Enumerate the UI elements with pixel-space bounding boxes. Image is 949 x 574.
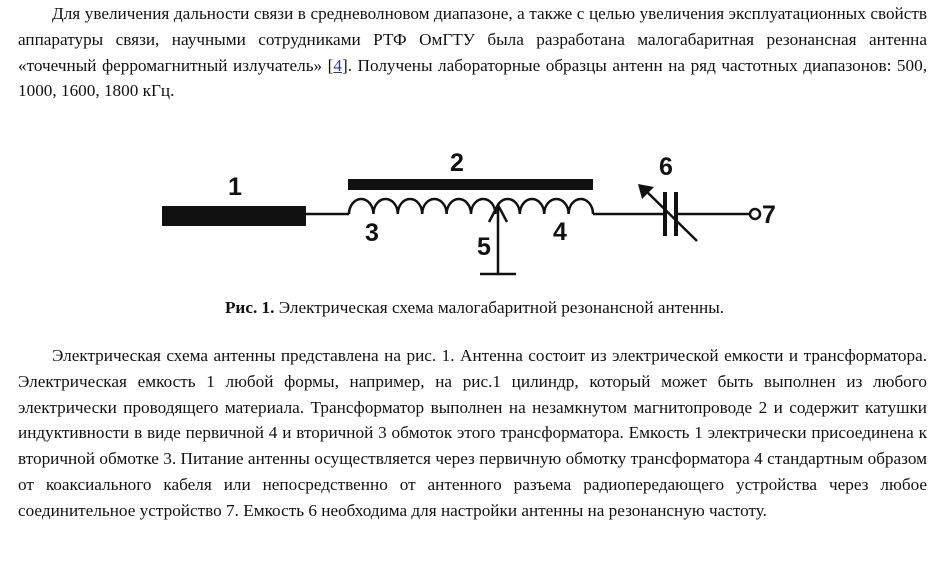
antenna-circuit-diagram bbox=[150, 148, 790, 288]
label-1: 1 bbox=[228, 173, 242, 201]
intro-text-end: ]. Получены лабораторные образцы антенн на ряд частотных диапазонов: 500, 1000, 1600, 1800 кГц. bbox=[18, 55, 928, 101]
intro-text: Для увеличения дальности связи в средневолновом диапазоне, а также с целью увеличения эксплуатационных свойств аппаратуры связи, научными сотрудниками РТФ ОмГТУ была разработана малогабаритная резонансная антенна «точечный ферромагнитный излучатель» [ bbox=[18, 4, 927, 75]
connector-terminal-7 bbox=[750, 209, 760, 219]
description-text: Электрическая схема антенны представлена на рис. 1. Антенна состоит из электрической емкости и трансформатора. Электрическая емкость 1 любой формы, например, на рис.1 цилиндр, который может быть выполнен из любого электрически проводящего материала. Трансформатор выполнен на незамкнутом магнитопроводе 2 и содержит катушки индуктивности в виде первичной 4 и вторичной 3 обмоток этого трансформатора. Емкость 1 электрически присоединена к вторичной обмотке 3. Питание антенны осуществляется через первичную обмотку трансформатора 4 стандартным образом от коаксиального кабеля или непосредственно от антенного разъема радиопередающего устройства через любое соединительное устройство 7. Емкость 6 необходима для настройки антенны на резонансную частоту. bbox=[18, 346, 927, 520]
description-paragraph bbox=[18, 343, 927, 524]
label-3: 3 bbox=[365, 219, 379, 247]
figure-caption bbox=[0, 296, 949, 320]
variable-capacitor-plate-a bbox=[663, 192, 667, 236]
caption-label: Рис. 1. bbox=[224, 298, 275, 317]
label-5: 5 bbox=[477, 233, 491, 261]
magnetic-core-2 bbox=[348, 179, 593, 190]
intro-paragraph bbox=[18, 1, 927, 104]
label-7: 7 bbox=[762, 201, 776, 229]
transformer-coil bbox=[349, 199, 593, 214]
caption-text: Электрическая схема малогабаритной резонансной антенны. bbox=[274, 298, 725, 317]
reference-link[interactable]: 4 bbox=[333, 55, 342, 75]
label-6: 6 bbox=[659, 153, 673, 181]
variable-capacitor-plate-b bbox=[674, 192, 678, 236]
label-2: 2 bbox=[450, 149, 464, 177]
capacitance-plate-1 bbox=[162, 206, 306, 226]
label-4: 4 bbox=[553, 218, 567, 246]
